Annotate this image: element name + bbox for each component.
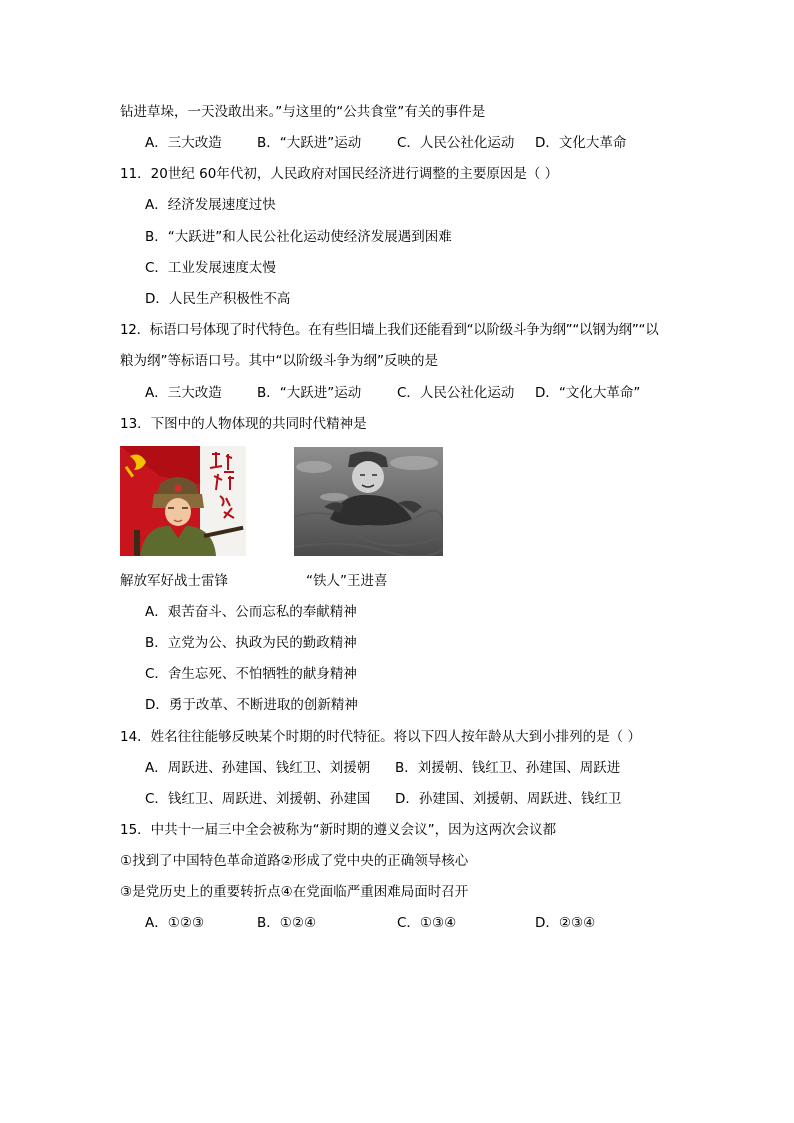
q14-options-row2 bbox=[145, 790, 765, 808]
q15-option-a[interactable]: A．①②③ bbox=[145, 915, 205, 931]
q11-option-d[interactable]: D．人民生产积极性不高 bbox=[145, 291, 291, 307]
q11-stem: 11．20世纪 60年代初，人民政府对国民经济进行调整的主要原因是（ ） bbox=[120, 166, 559, 182]
wang-jinxi-photo-svg bbox=[294, 447, 443, 556]
q12-option-c[interactable]: C．人民公社化运动 bbox=[397, 385, 515, 401]
q12-options bbox=[145, 384, 765, 402]
caption-lei-feng: 解放军好战士雷锋 bbox=[120, 573, 228, 589]
q10-stem-tail: 钻进草垛，一天没敢出来。”与这里的“公共食堂”有关的事件是 bbox=[120, 104, 486, 120]
lei-feng-poster-svg bbox=[120, 446, 246, 556]
q13-option-d[interactable]: D．勇于改革、不断进取的创新精神 bbox=[145, 697, 358, 713]
q15-statements-line2: ③是党历史上的重要转折点④在党面临严重困难局面时召开 bbox=[120, 884, 469, 900]
caption-wang-jinxi: “铁人”王进喜 bbox=[306, 573, 388, 589]
q15-option-b[interactable]: B．①②④ bbox=[257, 915, 317, 931]
q10-options bbox=[145, 134, 765, 152]
wang-jinxi-photo-image bbox=[294, 447, 443, 556]
q13-stem: 13．下图中的人物体现的共同时代精神是 bbox=[120, 416, 367, 432]
q14-option-b[interactable]: B．刘援朝、钱红卫、孙建国、周跃进 bbox=[395, 760, 621, 776]
q10-option-a[interactable]: A．三大改造 bbox=[145, 135, 222, 151]
q15-option-d[interactable]: D．②③④ bbox=[535, 915, 596, 931]
q12-stem-line2: 粮为纲”等标语口号。其中“以阶级斗争为纲”反映的是 bbox=[120, 353, 438, 369]
q13-option-c[interactable]: C．舍生忘死、不怕牺牲的献身精神 bbox=[145, 666, 357, 682]
q14-option-a[interactable]: A．周跃进、孙建国、钱红卫、刘援朝 bbox=[145, 760, 371, 776]
q11-option-c[interactable]: C．工业发展速度太慢 bbox=[145, 260, 276, 276]
q15-statements-line1: ①找到了中国特色革命道路②形成了党中央的正确领导核心 bbox=[120, 853, 469, 869]
q14-option-d[interactable]: D．孙建国、刘援朝、周跃进、钱红卫 bbox=[395, 791, 622, 807]
q12-stem-line1: 12．标语口号体现了时代特色。在有些旧墙上我们还能看到“以阶级斗争为纲”“以钢为纲”“以 bbox=[120, 322, 659, 338]
q14-stem: 14．姓名往往能够反映某个时期的时代特征。将以下四人按年龄从大到小排列的是（ ） bbox=[120, 729, 641, 745]
q14-options-row1 bbox=[145, 759, 765, 777]
q12-option-b[interactable]: B．“大跃进”运动 bbox=[257, 385, 362, 401]
lei-feng-poster-image bbox=[120, 446, 246, 556]
q10-option-b[interactable]: B．“大跃进”运动 bbox=[257, 135, 362, 151]
q11-option-b[interactable]: B．“大跃进”和人民公社化运动使经济发展遇到困难 bbox=[145, 229, 452, 245]
q13-option-b[interactable]: B．立党为公、执政为民的勤政精神 bbox=[145, 635, 357, 651]
q10-option-d[interactable]: D．文化大革命 bbox=[535, 135, 627, 151]
q13-option-a[interactable]: A．艰苦奋斗、公而忘私的奉献精神 bbox=[145, 604, 357, 620]
q14-option-c[interactable]: C．钱红卫、周跃进、刘援朝、孙建国 bbox=[145, 791, 371, 807]
q15-options bbox=[145, 914, 765, 932]
q10-option-c[interactable]: C．人民公社化运动 bbox=[397, 135, 515, 151]
q15-option-c[interactable]: C．①③④ bbox=[397, 915, 457, 931]
q15-stem: 15．中共十一届三中全会被称为“新时期的遵义会议”，因为这两次会议都 bbox=[120, 822, 557, 838]
q12-option-d[interactable]: D．“文化大革命” bbox=[535, 385, 641, 401]
q11-option-a[interactable]: A．经济发展速度过快 bbox=[145, 197, 276, 213]
q12-option-a[interactable]: A．三大改造 bbox=[145, 385, 222, 401]
